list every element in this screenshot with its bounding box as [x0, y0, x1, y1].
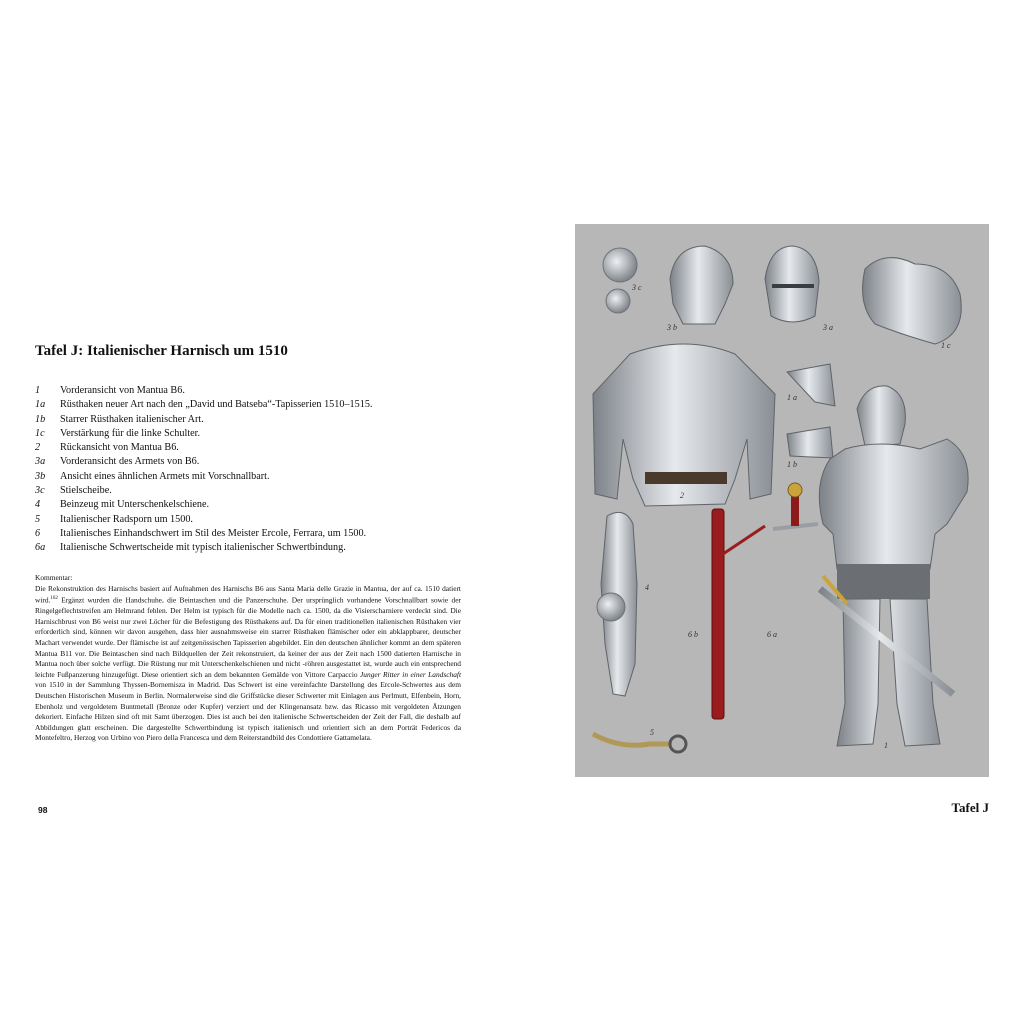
- commentary-text: Die Rekonstruktion des Harnischs basiert auf Aufnahmen des Harnischs B6 aus Santa Maria delle Grazie in Mantua, der auf ca. 1510 datiert wird.: [35, 583, 461, 605]
- sword-pommel: [788, 483, 802, 497]
- legend-item: [35, 441, 475, 455]
- rondel-disc: [606, 289, 630, 313]
- legend-text: Vorderansicht von Mantua B6.: [60, 385, 185, 396]
- figure-label: 1 b: [787, 460, 797, 469]
- plate-title: Tafel J: Italienischer Harnisch um 1510: [35, 343, 288, 359]
- shoulder-reinforcement: [863, 258, 962, 344]
- legend-key: 1b: [35, 413, 46, 425]
- legend-key: 1a: [35, 399, 46, 411]
- legend-key: 6: [35, 527, 41, 539]
- mail-skirt: [837, 564, 930, 599]
- legend-text: Italienische Schwertscheide mit typisch italienischer Schwertbindung.: [60, 542, 346, 554]
- legend-key: 3a: [35, 456, 46, 468]
- legend-key: 5: [35, 513, 41, 525]
- legend-item: [35, 470, 475, 484]
- commentary-text: Ergänzt wurden die Handschuhe, die Beintaschen und die Panzerschuhe. Der ursprünglich vorhandene Vorschnallbart sowie der Ringelgeflechtstreifen am Helmrand fehlen. Der Helm ist typisch für die Modelle nach ca. 1500, da die Visierscharniere verdeckt sind. Die Harnischbrust von B6 weist nur zwei Löcher für die Befestigung des Rüsthakens auf. Da für einen traditionellen italienischen Rüsthaken vier erforderlich sind, können wir davon ausgehen, dass hier ausnahmsweise ein starrer Rüsthaken flämischer oder ein abklappbarer, deutscher Machart verwendet wurde. Der flämische ist auf zeitgenössischen Tapisserien abgebildet. Ein den deutschen ähnlicher kommt an dem späteren Mantua B11 vor. Die Beintaschen sind nach Bildquellen der Zeit rekonstruiert, da keiner der aus der Zeit nach 1500 datierten Harnische in Mantua noch über solche verfügt. Die Rüstung nur mit Unterschenkelschienen und nicht -röhren ausgestattet ist, wurde auch ein entsprechend leichte Fußpanzerung hinzugefügt. Diese orientiert sich an dem bekannten Gemälde von Vittore Carpaccio: [35, 595, 461, 679]
- rowel-spur: [593, 734, 670, 745]
- legend-key: 1: [35, 385, 41, 396]
- knee-wing: [597, 593, 625, 621]
- sword-grip: [791, 496, 799, 526]
- legend-item: [35, 427, 475, 441]
- page-number: 98: [38, 805, 48, 815]
- figure-label: 4: [645, 583, 649, 592]
- figure-label: 3 b: [667, 323, 677, 332]
- knight-helmet: [857, 386, 905, 446]
- lance-rest-rigid: [787, 427, 833, 458]
- figure-label: 1: [884, 741, 888, 750]
- painting-title: Junger Ritter in einer Landschaft: [360, 669, 461, 679]
- knight-torso: [819, 439, 968, 569]
- legend-item: [35, 498, 475, 512]
- commentary: [35, 573, 461, 744]
- figure-label: 3 c: [632, 283, 642, 292]
- legend-text: Stielscheibe.: [60, 485, 112, 497]
- legend-key: 1c: [35, 427, 45, 439]
- figure-label: 1 a: [787, 393, 797, 402]
- legend-key: 3b: [35, 470, 46, 482]
- legend-key: 4: [35, 499, 41, 511]
- footnote-ref: 162: [50, 596, 58, 602]
- commentary-heading: Kommentar:: [35, 573, 73, 582]
- legend-item: [35, 413, 475, 427]
- armour-drawing: [575, 224, 989, 777]
- figure-label: 2: [680, 491, 684, 500]
- visor-slit: [772, 284, 814, 288]
- legend-text: Ansicht eines ähnlichen Armets mit Vorschnallbart.: [60, 470, 270, 482]
- legend-item: [35, 384, 475, 398]
- legend-key: 2: [35, 442, 41, 454]
- tasset-strap: [645, 472, 727, 484]
- legend-text: Italienisches Einhandschwert im Stil des Meister Ercole, Ferrara, um 1500.: [60, 527, 367, 539]
- legend-text: Vorderansicht des Armets von B6.: [60, 456, 200, 468]
- legend-text: Rückansicht von Mantua B6.: [60, 442, 179, 454]
- figure-label: 6 b: [688, 630, 698, 639]
- legend-text: Verstärkung für die linke Schulter.: [60, 427, 201, 439]
- figure-label: 3 a: [823, 323, 833, 332]
- plate-caption: Tafel J: [951, 800, 989, 815]
- legend-item: [35, 455, 475, 469]
- legend-item: [35, 484, 475, 498]
- legend-list: [35, 384, 475, 556]
- spur-rowel: [670, 736, 686, 752]
- commentary-text: von 1510 in der Sammlung Thyssen-Bornemisza in Madrid. Das Schwert ist eine vereinfachte Darstellung des Ercole-Schwertes aus dem Deutschen Historischen Museum in Berlin. Normalerweise sind die Griffstücke dieser Schwerter mit Einlagen aus Perlmutt, Elfenbein, Horn, Ebenholz und vergoldetem Buntmetall (Bronze oder Kupfer) verziert und der Klingenansatz bzw. das Ricasso mit vergoldeten Ätzungen dekoriert. Einfache Hilzen sind oft mit Samt überzogen. Dies ist auch bei den italienische Schwertscheiden der Zeit der Fall, die deshalb auf Abbildungen glatt erscheinen. Die dargestellte Schwertbindung ist typisch italienisch und orientiert sich an dem Porträt Federicos da Montefeltro, Herzog von Urbino von Piero della Francesca und dem Reiterstandbild des Condottiere Gattamelata.: [35, 680, 461, 743]
- legend-key: 3c: [35, 485, 45, 497]
- legend-item: [35, 513, 475, 527]
- legend-text: Beinzeug mit Unterschenkelschiene.: [60, 499, 210, 511]
- figure-label: 6 a: [767, 630, 777, 639]
- legend-key: 6a: [35, 542, 46, 554]
- armet-side: [670, 246, 733, 324]
- legend-text: Italienischer Radsporn um 1500.: [60, 513, 193, 525]
- figure-label: 1 c: [941, 341, 951, 350]
- legend-text: Rüsthaken neuer Art nach den „David und Batseba“-Tapisserien 1510–1515.: [60, 399, 373, 411]
- legend-item: [35, 398, 475, 412]
- scabbard: [712, 509, 724, 719]
- legend-item: [35, 541, 475, 555]
- legend-text: Starrer Rüsthaken italienischer Art.: [60, 413, 204, 425]
- figure-label: 5: [650, 728, 654, 737]
- sword-belt: [723, 526, 765, 554]
- knight-sword: [820, 589, 953, 694]
- rondel-disc: [603, 248, 637, 282]
- legend-item: [35, 527, 475, 541]
- armour-plate-illustration: [575, 224, 989, 777]
